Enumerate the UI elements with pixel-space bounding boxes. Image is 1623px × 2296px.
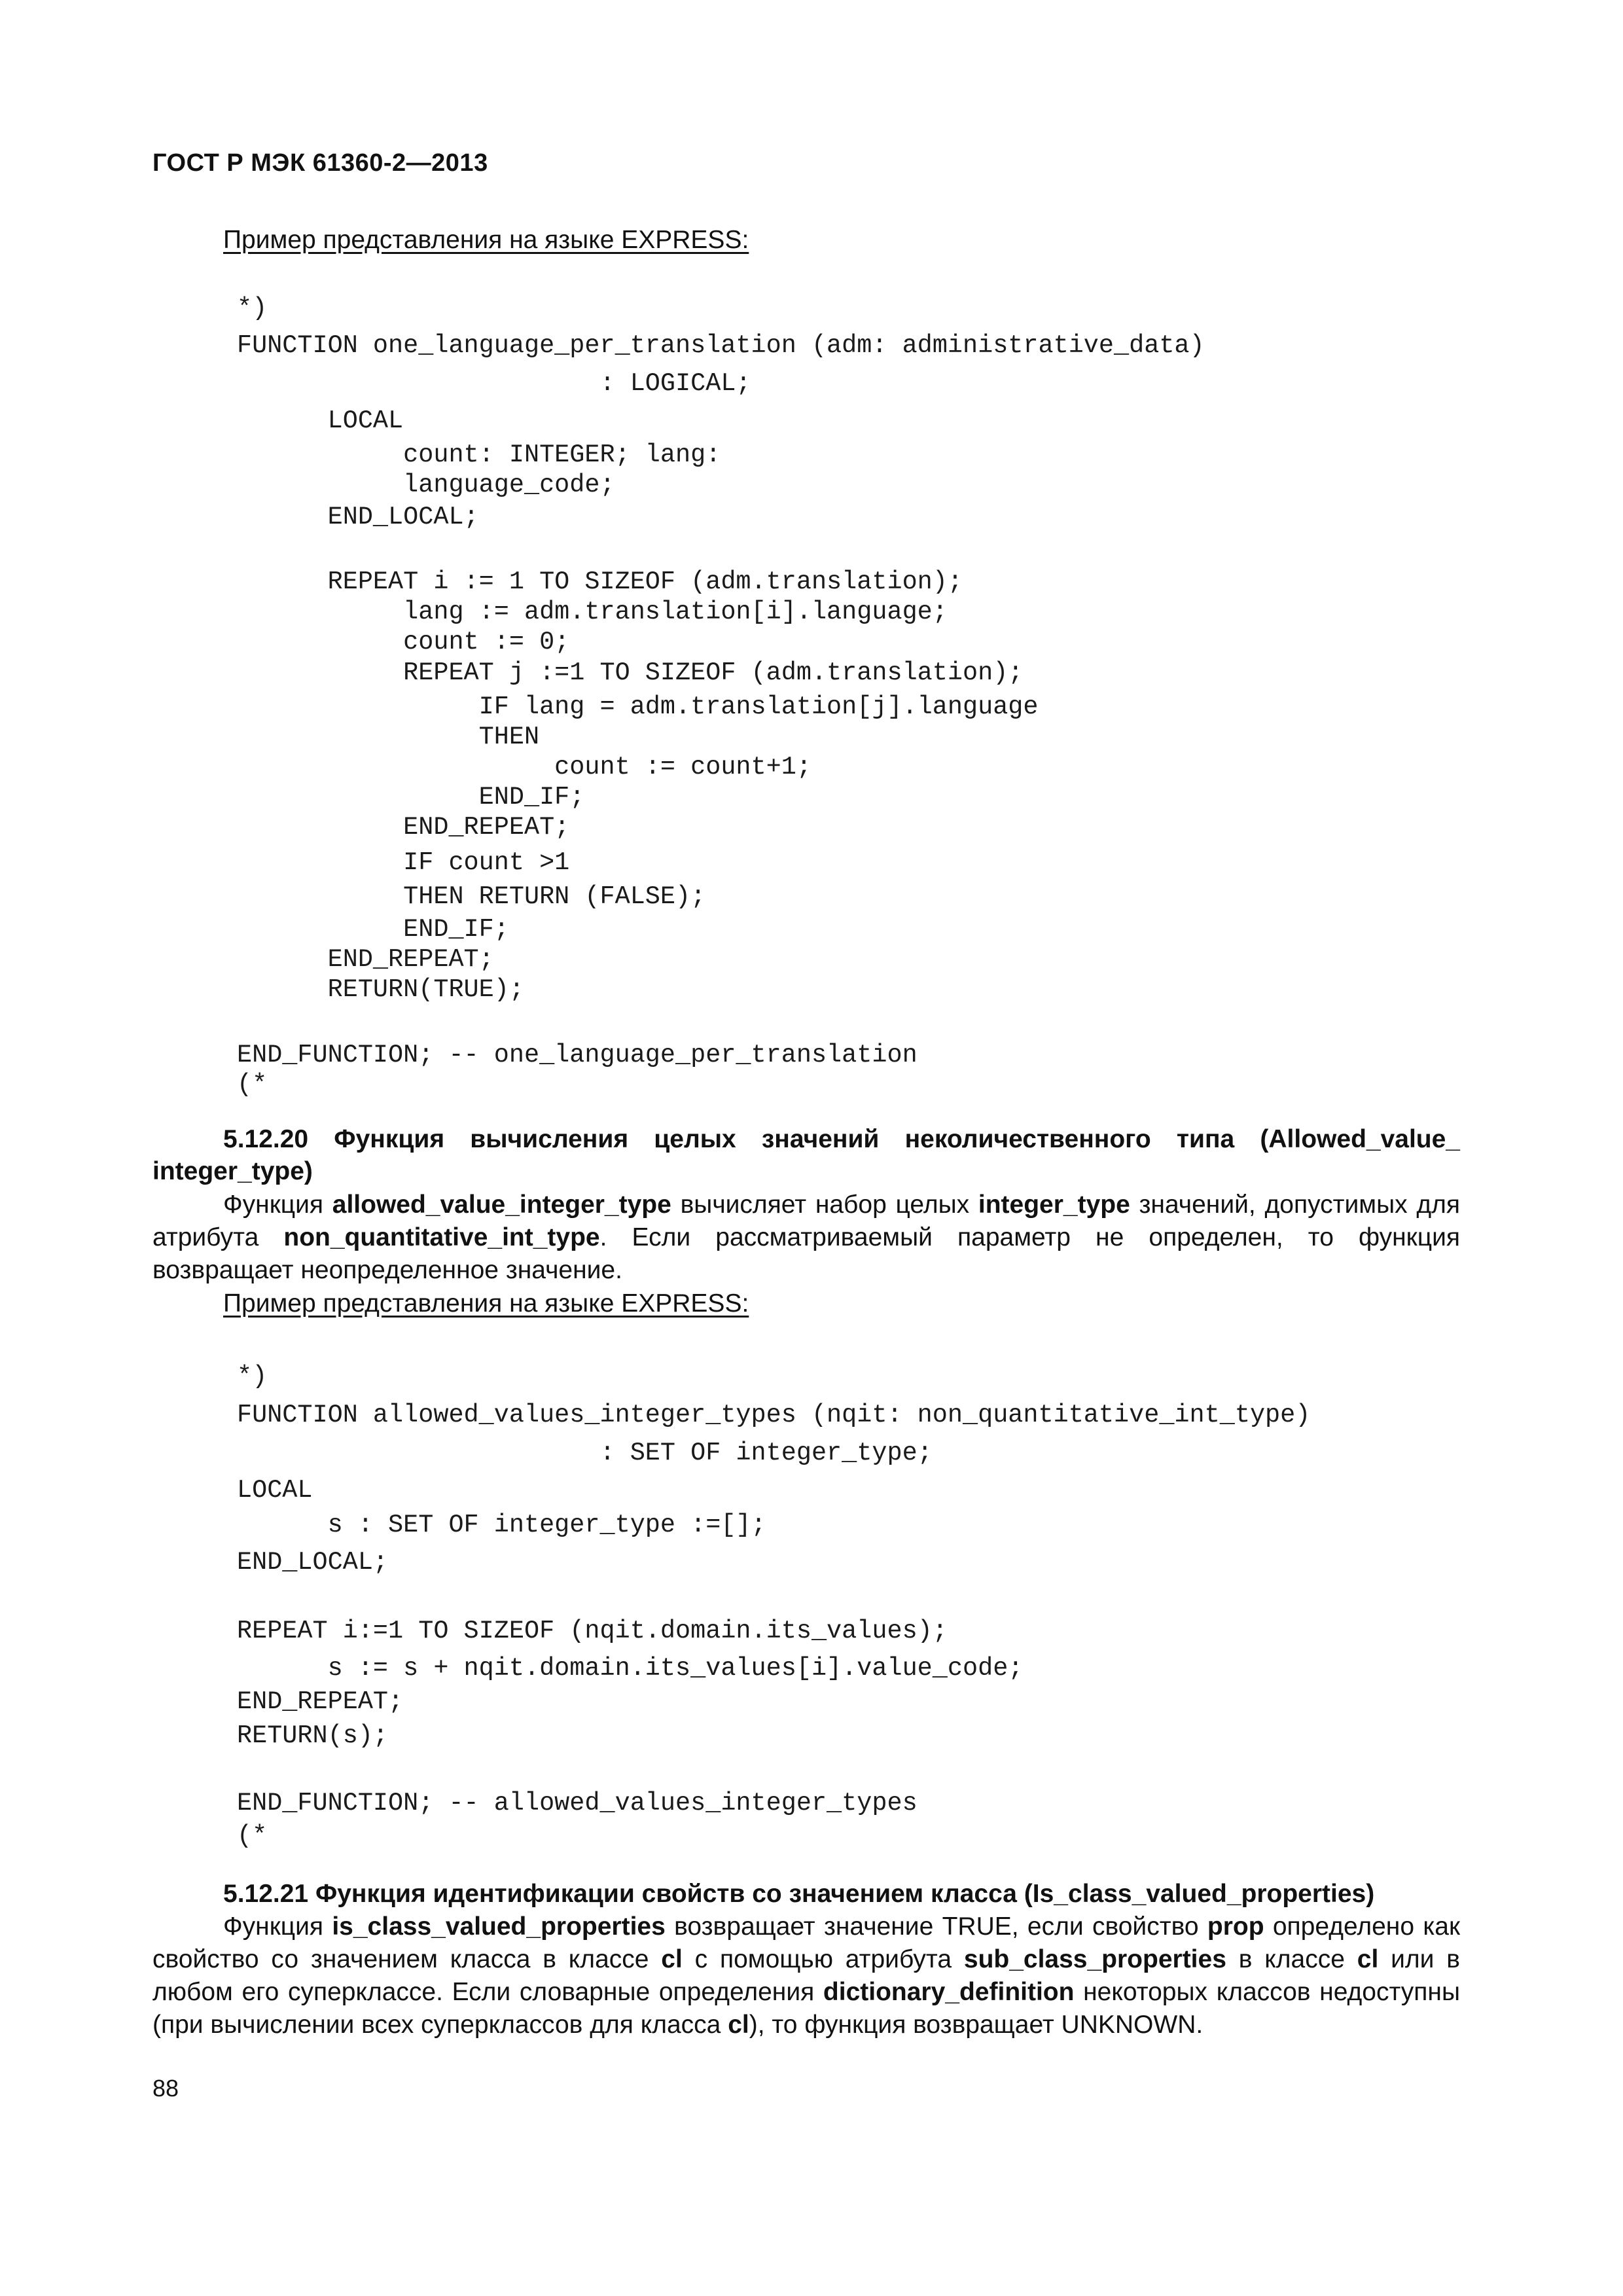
- code1-line: END_REPEAT;: [237, 813, 570, 842]
- paragraph-5-12-21: Функция is_class_valued_properties возвращает значение TRUE, если свойство prop определено как свойство со значением класса в классе cl с помощью атрибута sub_class_properties в классе cl или в любом его суперклассе. Если словарные определения dictionary_definition некоторых классов недоступны (при вычислении всех суперклассов для класса cl), то функция возвращает UNKNOWN.: [152, 1912, 1461, 2039]
- code1-line: END_IF;: [237, 783, 585, 812]
- section-heading-5-12-21: 5.12.21 Функция идентификации свойств со значением класса (Is_class_valued_properties): [223, 1880, 1375, 1908]
- code1-line: count := 0;: [237, 628, 570, 656]
- example-label-1: Пример представления на языке EXPRESS:: [223, 226, 749, 254]
- code2-line: : SET OF integer_type;: [237, 1439, 933, 1467]
- example-label-2: Пример представления на языке EXPRESS:: [223, 1289, 749, 1318]
- code1-line: RETURN(TRUE);: [237, 975, 524, 1004]
- code2-line: s := s + nqit.domain.its_values[i].value_code;: [237, 1654, 1024, 1683]
- code2-line: RETURN(s);: [237, 1721, 389, 1750]
- code2-line: *): [237, 1362, 268, 1391]
- code1-line: REPEAT j :=1 TO SIZEOF (adm.translation);: [237, 658, 1024, 687]
- code1-line: REPEAT i := 1 TO SIZEOF (adm.translation);: [237, 567, 963, 596]
- code2-line: END_REPEAT;: [237, 1687, 404, 1716]
- page-number: 88: [152, 2075, 179, 2102]
- code1-line: lang := adm.translation[i].language;: [237, 598, 948, 626]
- code2-line: END_FUNCTION; -- allowed_values_integer_types: [237, 1789, 918, 1818]
- code2-line: s : SET OF integer_type :=[];: [237, 1511, 766, 1539]
- code1-line: END_FUNCTION; -- one_language_per_translation: [237, 1041, 918, 1069]
- section-heading-5-12-20-line2: integer_type): [152, 1157, 313, 1185]
- code1-line: count: INTEGER; lang:: [237, 440, 721, 469]
- code1-line: THEN RETURN (FALSE);: [237, 882, 706, 911]
- code1-line: language_code;: [237, 471, 615, 499]
- code1-line: (*: [237, 1070, 268, 1099]
- code1-line: END_REPEAT;: [237, 945, 494, 974]
- code1-line: IF lang = adm.translation[j].language: [237, 692, 1039, 721]
- code1-line: *): [237, 294, 268, 323]
- code1-line: END_LOCAL;: [237, 503, 479, 531]
- code1-line: END_IF;: [237, 915, 509, 944]
- code1-line: count := count+1;: [237, 753, 812, 781]
- code1-line: FUNCTION one_language_per_translation (adm: administrative_data): [237, 331, 1205, 360]
- code1-line: IF count >1: [237, 848, 570, 877]
- paragraph-5-12-20: Функция allowed_value_integer_type вычисляет набор целых integer_type значений, допустимых для атрибута non_quantitative_int_type. Если рассматриваемый параметр не определен, то функция возвращает неопределенное значение.: [152, 1191, 1461, 1284]
- code1-line: THEN: [237, 723, 540, 751]
- document-header: ГОСТ Р МЭК 61360-2—2013: [152, 149, 488, 177]
- code2-line: LOCAL: [237, 1476, 313, 1505]
- code2-line: END_LOCAL;: [237, 1548, 389, 1577]
- code2-line: FUNCTION allowed_values_integer_types (nqit: non_quantitative_int_type): [237, 1401, 1311, 1429]
- section-heading-5-12-20-line1: 5.12.20 Функция вычисления целых значений неколичественного типа (Allowed_value_: [223, 1125, 1460, 1153]
- code1-line: : LOGICAL;: [237, 369, 751, 398]
- code1-line: LOCAL: [237, 406, 404, 435]
- code2-line: REPEAT i:=1 TO SIZEOF (nqit.domain.its_values);: [237, 1617, 948, 1645]
- code2-line: (*: [237, 1821, 268, 1850]
